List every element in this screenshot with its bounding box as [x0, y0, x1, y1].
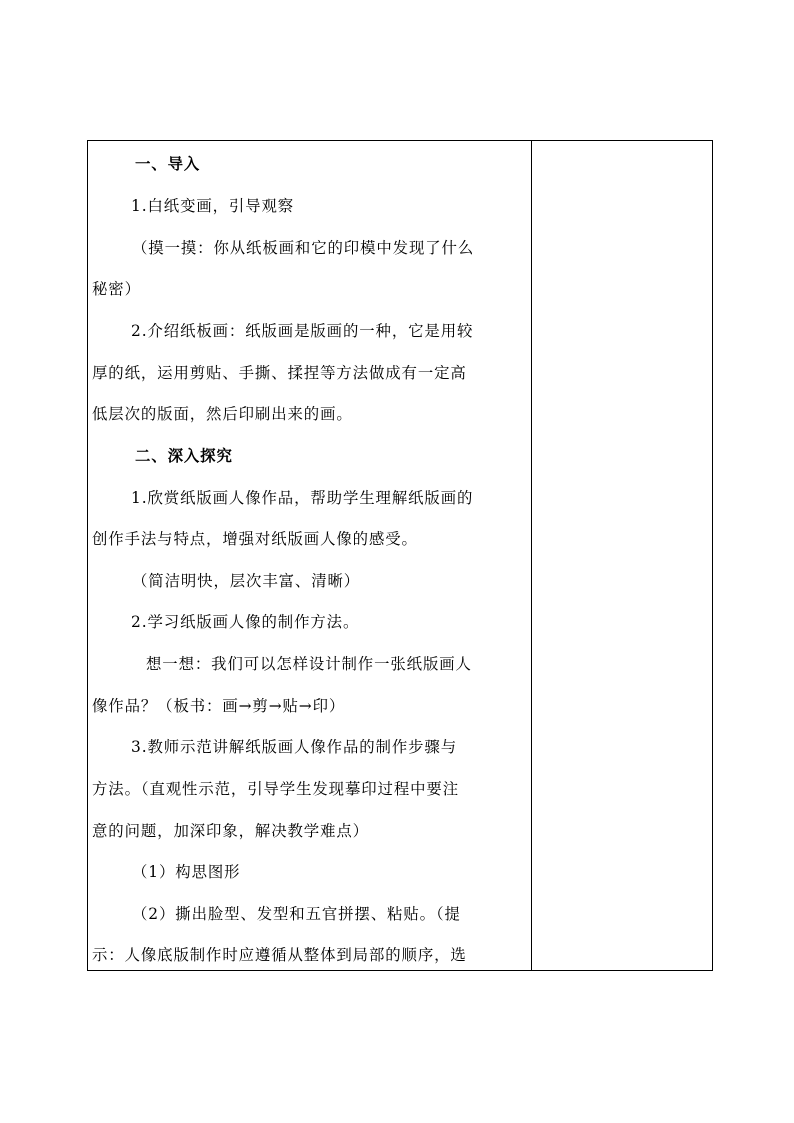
lesson-content-cell — [88, 141, 532, 970]
text-line: 3.教师示范讲解纸版画人像作品的制作步骤与 — [131, 738, 458, 756]
text-line: 2.介绍纸板画：纸版画是版画的一种，它是用较 — [131, 322, 474, 340]
section-heading-explore: 二、深入探究 — [135, 447, 233, 465]
text-line: （1）构思图形 — [132, 863, 241, 881]
text-line: 创作手法与特点，增强对纸版画人像的感受。 — [92, 530, 418, 548]
text-line: 示：人像底版制作时应遵循从整体到局部的顺序，选 — [92, 946, 467, 964]
text-line: 1.白纸变画，引导观察 — [131, 197, 295, 215]
lesson-table — [87, 140, 713, 971]
text-line: 秘密） — [92, 280, 141, 298]
text-line: 想一想：我们可以怎样设计制作一张纸版画人 — [146, 655, 472, 673]
text-line: （2）撕出脸型、发型和五官拼摆、粘贴。（提 — [132, 905, 461, 923]
text-line: 低层次的版面，然后印刷出来的画。 — [92, 405, 353, 423]
text-line: 厚的纸，运用剪贴、手撕、揉捏等方法做成有一定高 — [92, 364, 467, 382]
text-line: （简洁明快，层次丰富、清晰） — [132, 572, 361, 590]
text-line: 2.学习纸版画人像的制作方法。 — [131, 613, 360, 631]
text-line: 1.欣赏纸版画人像作品，帮助学生理解纸版画的 — [131, 489, 474, 507]
section-heading-intro: 一、导入 — [135, 155, 201, 173]
notes-cell — [532, 141, 712, 970]
text-line: 方法。（直观性示范，引导学生发现摹印过程中要注 — [92, 780, 459, 798]
text-line: 意的问题，加深印象，解决教学难点） — [92, 822, 369, 840]
text-line: 像作品？（板书：画→剪→贴→印） — [92, 697, 346, 715]
text-line: （摸一摸：你从纸板画和它的印模中发现了什么 — [132, 239, 475, 257]
